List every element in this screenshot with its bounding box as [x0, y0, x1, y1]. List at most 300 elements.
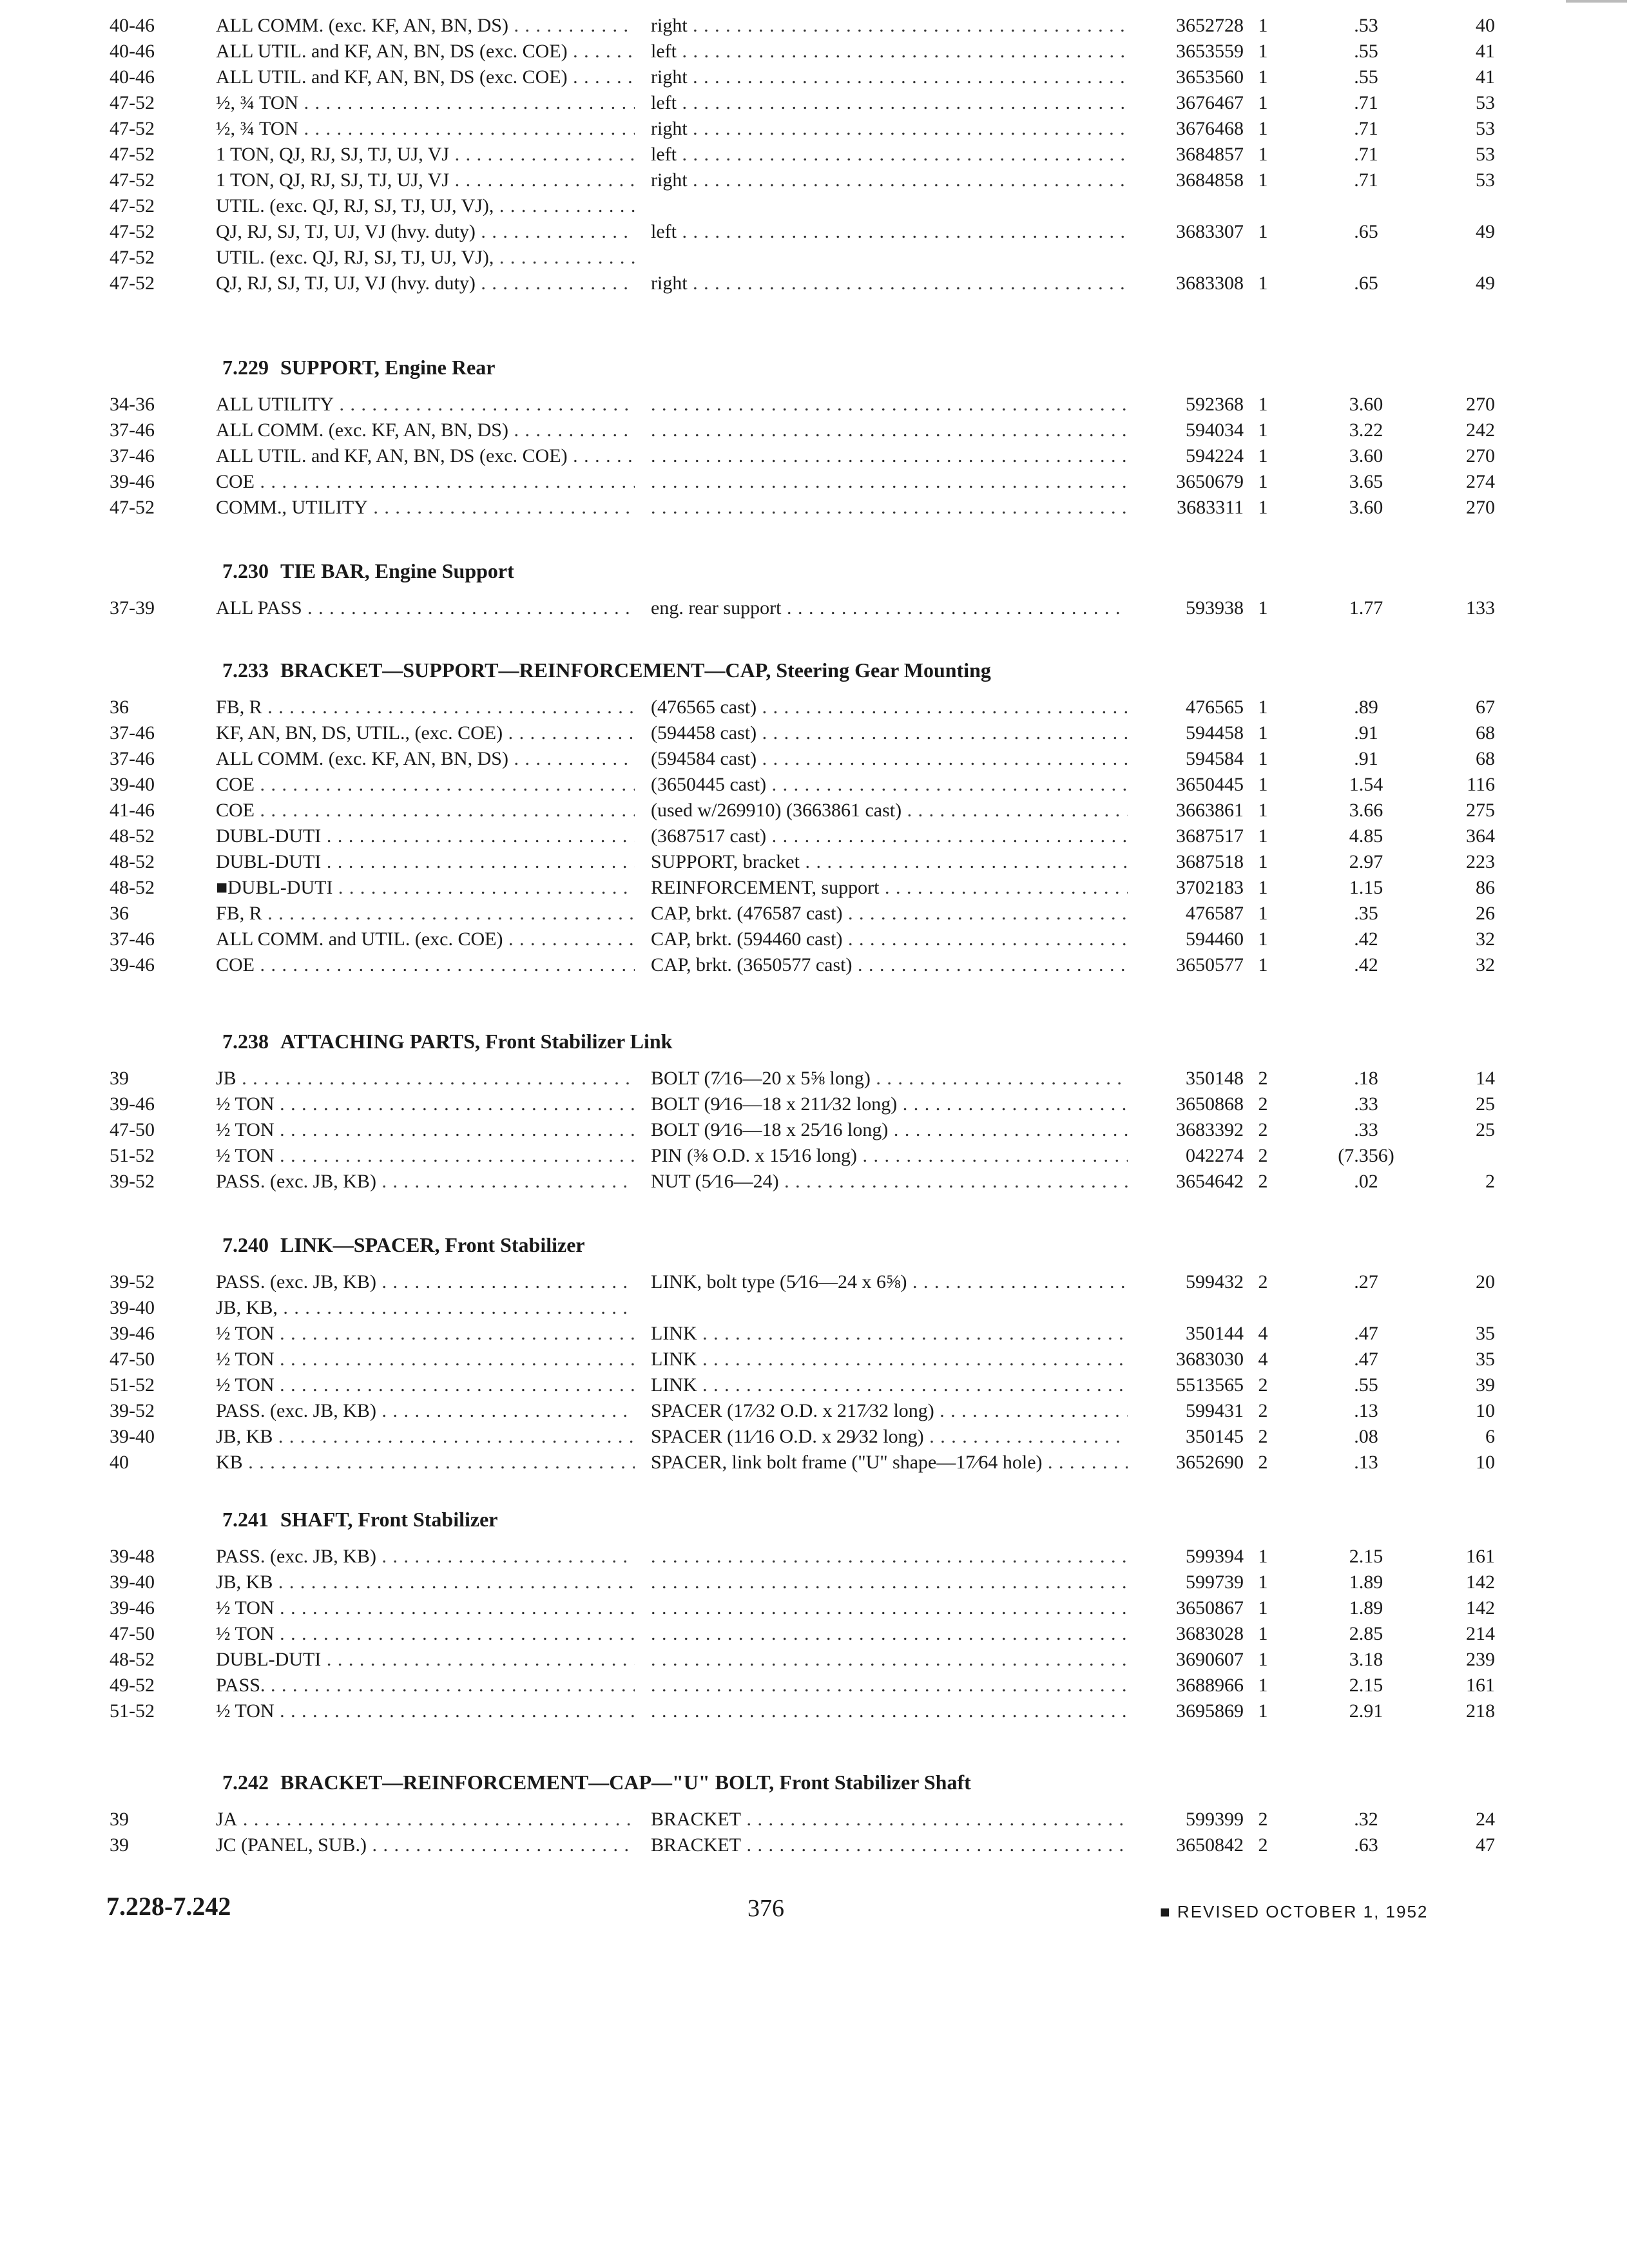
quantity: 1: [1258, 748, 1268, 769]
model-years: 37-46: [110, 928, 155, 950]
cost-code: 86: [1476, 877, 1495, 898]
list-price: 3.60: [1349, 497, 1383, 518]
cost-code: 25: [1476, 1119, 1495, 1140]
quantity: 1: [1258, 1700, 1268, 1722]
model-years: 39-52: [110, 1271, 155, 1293]
description: left . . .: [651, 219, 1128, 245]
table-row: [0, 418, 1629, 443]
list-price: .47: [1354, 1323, 1378, 1344]
application: ½ TON . . .: [216, 1621, 635, 1647]
model-years: 36: [110, 903, 129, 924]
part-number: 3653560: [1176, 66, 1244, 88]
cost-code: 24: [1476, 1809, 1495, 1830]
model-years: 39-46: [110, 954, 155, 975]
model-years: 34-36: [110, 394, 155, 415]
section-title: BRACKET—REINFORCEMENT—CAP—"U" BOLT, Front Stabilizer Shaft: [280, 1771, 971, 1794]
list-price: .55: [1354, 41, 1378, 62]
quantity: 1: [1258, 903, 1268, 924]
application: JA . . .: [216, 1807, 635, 1832]
description: [651, 1595, 1128, 1621]
part-number: 599432: [1186, 1271, 1244, 1293]
model-years: 39: [110, 1809, 129, 1830]
description: BRACKET . . .: [651, 1832, 1128, 1858]
description: SPACER, link bolt frame ("U" shape—17⁄64 hole) . . .: [651, 1450, 1128, 1475]
part-number: 3650577: [1176, 954, 1244, 975]
part-number: 3683030: [1176, 1349, 1244, 1370]
description: right . . .: [651, 13, 1128, 39]
application: COE . . .: [216, 952, 635, 978]
cost-code: 116: [1467, 774, 1495, 795]
cost-code: 270: [1466, 394, 1495, 415]
list-price: .65: [1354, 273, 1378, 294]
description: [651, 1570, 1128, 1595]
model-years: 48-52: [110, 851, 155, 872]
part-number: 3652690: [1176, 1452, 1244, 1473]
application: PASS. (exc. JB, KB) . . .: [216, 1544, 635, 1570]
cost-code: 364: [1466, 825, 1495, 847]
description: [651, 1621, 1128, 1647]
model-years: 40: [110, 1452, 129, 1473]
application: COE . . .: [216, 772, 635, 798]
list-price: .27: [1354, 1271, 1378, 1293]
model-years: 47-52: [110, 92, 155, 113]
list-price: .71: [1354, 92, 1378, 113]
quantity: 1: [1258, 1571, 1268, 1593]
part-number: 599739: [1186, 1571, 1244, 1593]
list-price: .47: [1354, 1349, 1378, 1370]
description: (594458 cast) . . .: [651, 720, 1128, 746]
description: LINK . . .: [651, 1372, 1128, 1398]
list-price: 3.22: [1349, 419, 1383, 441]
description: [651, 1647, 1128, 1673]
list-price: 3.18: [1349, 1649, 1383, 1670]
table-row: [0, 443, 1629, 469]
cost-code: 275: [1466, 800, 1495, 821]
description: LINK, bolt type (5⁄16—24 x 6⅝) . . .: [651, 1269, 1128, 1295]
list-price: .33: [1354, 1119, 1378, 1140]
model-years: 39-46: [110, 471, 155, 492]
list-price: .13: [1354, 1452, 1378, 1473]
table-row: [0, 720, 1629, 746]
application: DUBL-DUTI . . .: [216, 1647, 635, 1673]
part-number: 476565: [1186, 697, 1244, 718]
cost-code: 142: [1466, 1597, 1495, 1619]
application: PASS. (exc. JB, KB) . . .: [216, 1398, 635, 1424]
application: ■DUBL-DUTI . . .: [216, 875, 635, 901]
section-number: 7.229: [222, 356, 269, 379]
application: DUBL-DUTI . . .: [216, 849, 635, 875]
model-years: 39-40: [110, 1571, 155, 1593]
table-row: [0, 219, 1629, 245]
cost-code: 133: [1466, 597, 1495, 619]
quantity: 4: [1258, 1349, 1268, 1370]
model-years: 47-50: [110, 1119, 155, 1140]
list-price: .42: [1354, 928, 1378, 950]
quantity: 2: [1258, 1068, 1268, 1089]
quantity: 1: [1258, 877, 1268, 898]
model-years: 39-40: [110, 1297, 155, 1318]
model-years: 39-46: [110, 1323, 155, 1344]
part-number: 3683028: [1176, 1623, 1244, 1644]
quantity: 1: [1258, 445, 1268, 466]
cost-code: 239: [1466, 1649, 1495, 1670]
quantity: 2: [1258, 1374, 1268, 1396]
section-heading: [222, 1508, 497, 1532]
application: ALL COMM. (exc. KF, AN, BN, DS) . . .: [216, 746, 635, 772]
description: (used w/269910) (3663861 cast) . . .: [651, 798, 1128, 823]
table-row: [0, 746, 1629, 772]
quantity: 1: [1258, 1546, 1268, 1567]
cost-code: 32: [1476, 954, 1495, 975]
table-row: [0, 1673, 1629, 1698]
application: ½ TON . . .: [216, 1143, 635, 1169]
list-price: .53: [1354, 15, 1378, 36]
cost-code: 53: [1476, 144, 1495, 165]
application: JB, KB . . .: [216, 1424, 635, 1450]
description: CAP, brkt. (476587 cast) . . .: [651, 901, 1128, 927]
application: ½ TON . . .: [216, 1698, 635, 1724]
application: ½, ¾ TON . . .: [216, 116, 635, 142]
description: right . . .: [651, 168, 1128, 193]
table-row: [0, 168, 1629, 193]
description: [651, 469, 1128, 495]
application: FB, R . . .: [216, 901, 635, 927]
application: PASS. . . .: [216, 1673, 635, 1698]
cost-code: 35: [1476, 1349, 1495, 1370]
table-row: [0, 1832, 1629, 1858]
quantity: 4: [1258, 1323, 1268, 1344]
part-number: 594584: [1186, 748, 1244, 769]
cost-code: 223: [1466, 851, 1495, 872]
cost-code: 14: [1476, 1068, 1495, 1089]
table-row: [0, 116, 1629, 142]
list-price: .08: [1354, 1426, 1378, 1447]
quantity: 1: [1258, 66, 1268, 88]
table-row: [0, 1595, 1629, 1621]
section-number: 7.241: [222, 1508, 269, 1531]
part-number: 594034: [1186, 419, 1244, 441]
model-years: 47-50: [110, 1623, 155, 1644]
table-row: [0, 1570, 1629, 1595]
list-price: .71: [1354, 118, 1378, 139]
table-row: [0, 142, 1629, 168]
list-price: .33: [1354, 1093, 1378, 1115]
cost-code: 39: [1476, 1374, 1495, 1396]
description: right . . .: [651, 64, 1128, 90]
list-price: 1.77: [1349, 597, 1383, 619]
quantity: 2: [1258, 1171, 1268, 1192]
section-heading: [222, 356, 495, 380]
application: ½, ¾ TON . . .: [216, 90, 635, 116]
part-number: 350148: [1186, 1068, 1244, 1089]
table-row: [0, 392, 1629, 418]
part-number: 350145: [1186, 1426, 1244, 1447]
model-years: 37-39: [110, 597, 155, 619]
part-number: 3702183: [1176, 877, 1244, 898]
quantity: 1: [1258, 1675, 1268, 1696]
cost-code: 2: [1485, 1171, 1495, 1192]
part-number: 3652728: [1176, 15, 1244, 36]
application: COMM., UTILITY . . .: [216, 495, 635, 521]
model-years: 47-52: [110, 169, 155, 191]
quantity: 2: [1258, 1809, 1268, 1830]
list-price: .91: [1354, 722, 1378, 744]
model-years: 37-46: [110, 748, 155, 769]
application: 1 TON, QJ, RJ, SJ, TJ, UJ, VJ . . .: [216, 142, 635, 168]
model-years: 48-52: [110, 825, 155, 847]
description: BOLT (9⁄16—18 x 211⁄32 long) . . .: [651, 1091, 1128, 1117]
list-price: 3.66: [1349, 800, 1383, 821]
description: NUT (5⁄16—24) . . .: [651, 1169, 1128, 1195]
application: 1 TON, QJ, RJ, SJ, TJ, UJ, VJ . . .: [216, 168, 635, 193]
application: ALL PASS . . .: [216, 595, 635, 621]
table-row: [0, 90, 1629, 116]
part-number: 3653559: [1176, 41, 1244, 62]
section-title: LINK—SPACER, Front Stabilizer: [280, 1233, 585, 1256]
list-price: 3.60: [1349, 445, 1383, 466]
table-row: [0, 695, 1629, 720]
model-years: 39-46: [110, 1093, 155, 1115]
description: CAP, brkt. (594460 cast) . . .: [651, 927, 1128, 952]
table-row: [0, 193, 1629, 219]
model-years: 37-46: [110, 445, 155, 466]
cost-code: 53: [1476, 169, 1495, 191]
quantity: 2: [1258, 1400, 1268, 1421]
part-number: 5513565: [1176, 1374, 1244, 1396]
cost-code: 47: [1476, 1834, 1495, 1856]
cost-code: 10: [1476, 1400, 1495, 1421]
list-price: .18: [1354, 1068, 1378, 1089]
application: QJ, RJ, SJ, TJ, UJ, VJ (hvy. duty) . . .: [216, 219, 635, 245]
description: (594584 cast) . . .: [651, 746, 1128, 772]
application: PASS. (exc. JB, KB) . . .: [216, 1169, 635, 1195]
table-row: [0, 595, 1629, 621]
list-price: 1.15: [1349, 877, 1383, 898]
table-row: [0, 1647, 1629, 1673]
model-years: 37-46: [110, 419, 155, 441]
model-years: 48-52: [110, 877, 155, 898]
application: ALL UTIL. and KF, AN, BN, DS (exc. COE) . . .: [216, 64, 635, 90]
list-price: .65: [1354, 221, 1378, 242]
quantity: 1: [1258, 697, 1268, 718]
quantity: 2: [1258, 1093, 1268, 1115]
model-years: 47-50: [110, 1349, 155, 1370]
list-price: .71: [1354, 144, 1378, 165]
quantity: 1: [1258, 394, 1268, 415]
cost-code: 53: [1476, 92, 1495, 113]
quantity: 1: [1258, 928, 1268, 950]
cost-code: 26: [1476, 903, 1495, 924]
list-price: 2.91: [1349, 1700, 1383, 1722]
model-years: 39-46: [110, 1597, 155, 1619]
table-row: [0, 1295, 1629, 1321]
part-number: 3663861: [1176, 800, 1244, 821]
quantity: 1: [1258, 825, 1268, 847]
description: (476565 cast) . . .: [651, 695, 1128, 720]
model-years: 47-52: [110, 247, 155, 268]
application: COE . . .: [216, 469, 635, 495]
part-number: 3654642: [1176, 1171, 1244, 1192]
part-number: 592368: [1186, 394, 1244, 415]
table-row: [0, 1091, 1629, 1117]
model-years: 39: [110, 1834, 129, 1856]
list-price: (7.356): [1338, 1145, 1394, 1166]
table-row: [0, 245, 1629, 271]
part-number: 3687518: [1176, 851, 1244, 872]
application: KB . . .: [216, 1450, 635, 1475]
model-years: 36: [110, 697, 129, 718]
quantity: 1: [1258, 1649, 1268, 1670]
model-years: 47-52: [110, 118, 155, 139]
description: [651, 1673, 1128, 1698]
revised-date: ■ REVISED OCTOBER 1, 1952: [1160, 1902, 1429, 1921]
model-years: 40-46: [110, 66, 155, 88]
cost-code: 35: [1476, 1323, 1495, 1344]
table-row: [0, 1807, 1629, 1832]
quantity: 1: [1258, 41, 1268, 62]
part-number: 3650868: [1176, 1093, 1244, 1115]
description: left . . .: [651, 90, 1128, 116]
application: ALL UTILITY . . .: [216, 392, 635, 418]
list-price: 2.15: [1349, 1675, 1383, 1696]
part-number: 3650842: [1176, 1834, 1244, 1856]
table-row: [0, 469, 1629, 495]
table-row: [0, 1372, 1629, 1398]
section-range: 7.228-7.242: [106, 1892, 231, 1921]
table-row: [0, 1621, 1629, 1647]
model-years: 39-40: [110, 1426, 155, 1447]
table-row: [0, 798, 1629, 823]
table-row: [0, 1698, 1629, 1724]
part-number: 476587: [1186, 903, 1244, 924]
part-number: 3683308: [1176, 273, 1244, 294]
description: [651, 495, 1128, 521]
part-number: 350144: [1186, 1323, 1244, 1344]
part-number: 3687517: [1176, 825, 1244, 847]
cost-code: 270: [1466, 497, 1495, 518]
cost-code: 41: [1476, 66, 1495, 88]
model-years: 51-52: [110, 1374, 155, 1396]
description: SPACER (17⁄32 O.D. x 217⁄32 long) . . .: [651, 1398, 1128, 1424]
list-price: .35: [1354, 903, 1378, 924]
application: DUBL-DUTI . . .: [216, 823, 635, 849]
part-number: 3676467: [1176, 92, 1244, 113]
list-price: 3.60: [1349, 394, 1383, 415]
table-row: [0, 901, 1629, 927]
description: right . . .: [651, 271, 1128, 296]
application: PASS. (exc. JB, KB) . . .: [216, 1269, 635, 1295]
cost-code: 270: [1466, 445, 1495, 466]
application: UTIL. (exc. QJ, RJ, SJ, TJ, UJ, VJ), . . .: [216, 193, 635, 219]
page-number: 376: [747, 1895, 784, 1922]
cost-code: 68: [1476, 722, 1495, 744]
list-price: .55: [1354, 1374, 1378, 1396]
table-row: [0, 39, 1629, 64]
quantity: 2: [1258, 1271, 1268, 1293]
application: JB . . .: [216, 1066, 635, 1091]
application: ½ TON . . .: [216, 1117, 635, 1143]
scan-edge-mark: [1566, 0, 1627, 3]
quantity: 1: [1258, 471, 1268, 492]
list-price: 2.85: [1349, 1623, 1383, 1644]
description: left . . .: [651, 142, 1128, 168]
description: LINK . . .: [651, 1321, 1128, 1347]
description: [651, 392, 1128, 418]
model-years: 39-52: [110, 1400, 155, 1421]
part-number: 042274: [1186, 1145, 1244, 1166]
cost-code: 20: [1476, 1271, 1495, 1293]
cost-code: 49: [1476, 273, 1495, 294]
list-price: 3.65: [1349, 471, 1383, 492]
part-number: 599431: [1186, 1400, 1244, 1421]
application: JB, KB . . .: [216, 1570, 635, 1595]
section-heading: [222, 559, 514, 583]
part-number: 3695869: [1176, 1700, 1244, 1722]
quantity: 1: [1258, 221, 1268, 242]
quantity: 1: [1258, 1623, 1268, 1644]
application: ALL UTIL. and KF, AN, BN, DS (exc. COE) . . .: [216, 443, 635, 469]
description: LINK . . .: [651, 1347, 1128, 1372]
part-number: 3690607: [1176, 1649, 1244, 1670]
description: SPACER (11⁄16 O.D. x 29⁄32 long) . . .: [651, 1424, 1128, 1450]
table-row: [0, 1117, 1629, 1143]
table-row: [0, 1066, 1629, 1091]
list-price: .32: [1354, 1809, 1378, 1830]
part-number: 594460: [1186, 928, 1244, 950]
application: JC (PANEL, SUB.) . . .: [216, 1832, 635, 1858]
quantity: 1: [1258, 273, 1268, 294]
cost-code: 32: [1476, 928, 1495, 950]
part-number: 594458: [1186, 722, 1244, 744]
part-number: 3683392: [1176, 1119, 1244, 1140]
table-row: [0, 849, 1629, 875]
part-number: 599394: [1186, 1546, 1244, 1567]
part-number: 3684857: [1176, 144, 1244, 165]
table-row: [0, 1269, 1629, 1295]
table-row: [0, 927, 1629, 952]
description: [651, 1544, 1128, 1570]
model-years: 47-52: [110, 273, 155, 294]
cost-code: 68: [1476, 748, 1495, 769]
table-row: [0, 952, 1629, 978]
cost-code: 25: [1476, 1093, 1495, 1115]
section-number: 7.233: [222, 658, 269, 682]
description: [651, 443, 1128, 469]
table-row: [0, 823, 1629, 849]
list-price: .02: [1354, 1171, 1378, 1192]
description: CAP, brkt. (3650577 cast) . . .: [651, 952, 1128, 978]
description: (3650445 cast) . . .: [651, 772, 1128, 798]
table-row: [0, 1544, 1629, 1570]
quantity: 1: [1258, 497, 1268, 518]
section-number: 7.230: [222, 559, 269, 582]
cost-code: 161: [1466, 1546, 1495, 1567]
quantity: 2: [1258, 1145, 1268, 1166]
list-price: .13: [1354, 1400, 1378, 1421]
list-price: .91: [1354, 748, 1378, 769]
part-number: 3650679: [1176, 471, 1244, 492]
list-price: 2.97: [1349, 851, 1383, 872]
part-number: 3676468: [1176, 118, 1244, 139]
application: QJ, RJ, SJ, TJ, UJ, VJ (hvy. duty) . . .: [216, 271, 635, 296]
part-number: 599399: [1186, 1809, 1244, 1830]
cost-code: 10: [1476, 1452, 1495, 1473]
description: REINFORCEMENT, support . . .: [651, 875, 1128, 901]
application: ½ TON . . .: [216, 1347, 635, 1372]
section-heading: [222, 1771, 971, 1794]
description: BOLT (9⁄16—18 x 25⁄16 long) . . .: [651, 1117, 1128, 1143]
application: ½ TON . . .: [216, 1595, 635, 1621]
